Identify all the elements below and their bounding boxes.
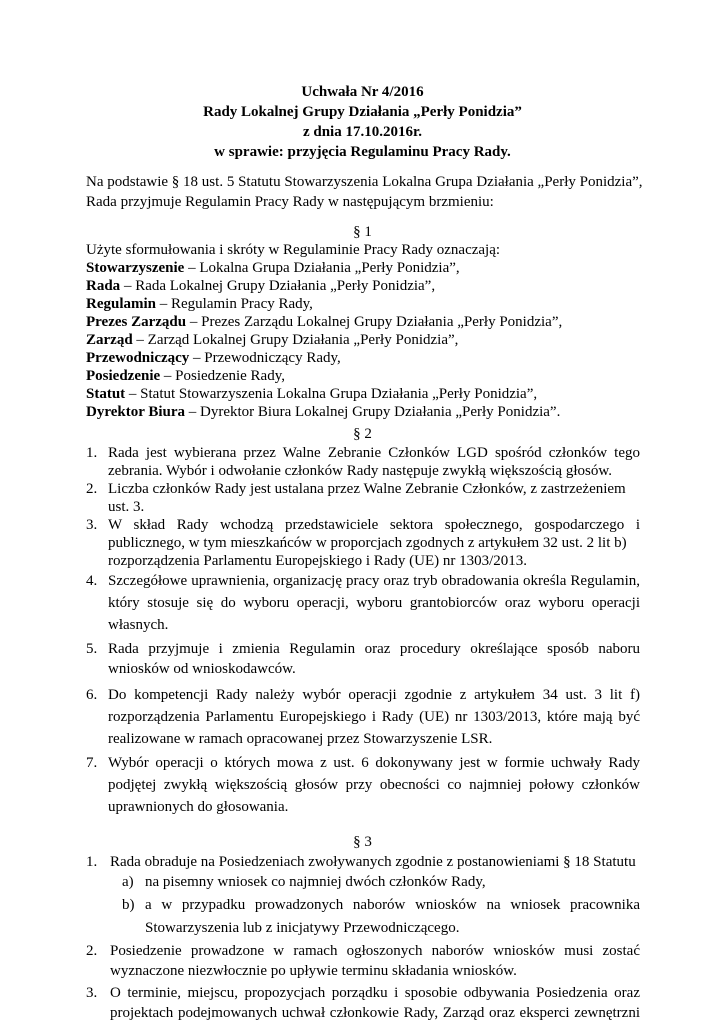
list-line: Rada jest wybierana przez Walne Zebranie Członków LGD spośród członków tego [108,445,640,461]
sub-list-letter: b) [122,897,135,913]
list-line: własnych. [108,617,169,633]
definition-text: – Zarząd Lokalnej Grupy Działania „Perły Ponidzia”, [132,332,459,348]
list-line: publicznego, w tym mieszkańców w proporcjach zgodnych z artykułem 32 ust. 2 lit b) [108,535,627,551]
definition-term: Posiedzenie [86,368,161,384]
list-line: W skład Rady wchodzą przedstawiciele sektora społecznego, gospodarczego i [108,517,640,533]
list-line: projektach podejmowanych uchwał członkowie Rady, Zarząd oraz eksperci zewnętrzni [110,1005,640,1021]
definition-term: Zarząd [86,332,133,348]
definition-term: Dyrektor Biura [86,404,186,420]
section-3-heading: § 3 [353,834,372,850]
definition-text: – Lokalna Grupa Działania „Perły Ponidzia”, [184,260,460,276]
list-line: który stosuje się do wyboru operacji, wyboru grantobiorców oraz wyboru operacji [108,595,640,611]
list-number: 1. [86,854,98,870]
definition-term: Prezes Zarządu [86,314,187,330]
intro-line-2: Rada przyjmuje Regulamin Pracy Rady w następującym brzmieniu: [86,194,494,210]
definition-text: – Statut Stowarzyszenia Lokalna Grupa Działania „Perły Ponidzia”, [125,386,538,402]
definition-item [86,402,560,422]
list-line: O terminie, miejscu, propozycjach porządku i sposobie odbywania Posiedzenia oraz [110,985,640,1001]
definition-text: – Regulamin Pracy Rady, [156,296,313,312]
list-line: Rada obraduje na Posiedzeniach zwoływanych zgodnie z postanowieniami § 18 Statutu [110,854,636,870]
definition-item [86,348,341,368]
definition-text: – Prezes Zarządu Lokalnej Grupy Działania „Perły Ponidzia”, [186,314,563,330]
resolution-subject: w sprawie: przyjęcia Regulaminu Pracy Rady. [214,144,511,160]
list-line: Szczegółowe uprawnienia, organizację pracy oraz tryb obradowania określa Regulamin, [108,573,640,589]
definition-item [86,366,285,386]
list-number: 2. [86,481,98,497]
list-number: 3. [86,985,98,1001]
list-line: zebrania. Wybór i odwołanie członków Rady następuje zwykłą większością głosów. [108,463,612,479]
list-line: Posiedzenie prowadzone w ramach ogłoszonych naborów wniosków musi zostać [110,943,640,959]
definition-item [86,312,562,332]
list-number: 6. [86,687,98,703]
definition-item [86,330,458,350]
definition-term: Rada [86,278,121,294]
section-1-heading: § 1 [353,224,372,240]
council-name: Rady Lokalnej Grupy Działania „Perły Ponidzia” [203,104,522,120]
definition-item [86,294,313,314]
list-line: podjętej zwykłą większością głosów przy obecności co najmniej połowy członków [108,777,640,793]
list-line: uprawnionych do głosowania. [108,799,289,815]
list-number: 4. [86,573,98,589]
list-line: Wybór operacji o których mowa z ust. 6 dokonywany jest w formie uchwały Rady [108,755,640,771]
sub-list-letter: a) [122,874,134,890]
definition-text: – Posiedzenie Rady, [160,368,285,384]
list-number: 2. [86,943,98,959]
intro-line-1: Na podstawie § 18 ust. 5 Statutu Stowarzyszenia Lokalna Grupa Działania „Perły Ponidzia”, [86,174,643,190]
list-line: rozporządzenia Parlamentu Europejskiego i Rady (UE) nr 1303/2013. [108,553,528,569]
definition-item [86,276,435,296]
sub-list-line: a w przypadku prowadzonych naborów wniosków na wniosek pracownika [145,897,640,913]
sub-list-line: na pisemny wniosek co najmniej dwóch członków Rady, [145,874,486,890]
definition-item [86,258,460,278]
definition-text: – Rada Lokalnej Grupy Działania „Perły Ponidzia”, [120,278,436,294]
list-number: 3. [86,517,98,533]
list-number: 1. [86,445,98,461]
definition-term: Stowarzyszenie [86,260,185,276]
section-1-lead: Użyte sformułowania i skróty w Regulaminie Pracy Rady oznaczają: [86,242,501,258]
list-number: 7. [86,755,98,771]
definition-term: Statut [86,386,126,402]
list-line: Do kompetencji Rady należy wybór operacji zgodnie z artykułem 34 ust. 3 lit f) [108,687,640,703]
definition-item [86,384,537,404]
sub-list-line: Stowarzyszenia lub z inicjatywy Przewodniczącego. [145,920,460,936]
list-line: rozporządzenia Parlamentu Europejskiego i Rady (UE) nr 1303/2013, które mają być [108,709,640,725]
list-number: 5. [86,641,98,657]
list-line: ust. 3. [108,499,145,515]
list-line: wniosków od wnioskodawców. [108,661,296,677]
resolution-date: z dnia 17.10.2016r. [302,124,423,140]
list-line: Rada przyjmuje i zmienia Regulamin oraz procedury określające sposób naboru [108,641,640,657]
definition-term: Regulamin [86,296,157,312]
list-line: Liczba członków Rady jest ustalana przez Walne Zebranie Członków, z zastrzeżeniem [108,481,626,497]
definition-text: – Dyrektor Biura Lokalnej Grupy Działania „Perły Ponidzia”. [185,404,561,420]
resolution-number: Uchwała Nr 4/2016 [301,84,424,100]
definition-term: Przewodniczący [86,350,190,366]
list-line: realizowane w ramach opracowanej przez Stowarzyszenie LSR. [108,731,493,747]
list-line: wyznaczone niezwłocznie po upływie terminu składania wniosków. [110,963,517,979]
definition-text: – Przewodniczący Rady, [189,350,341,366]
section-2-heading: § 2 [353,426,372,442]
